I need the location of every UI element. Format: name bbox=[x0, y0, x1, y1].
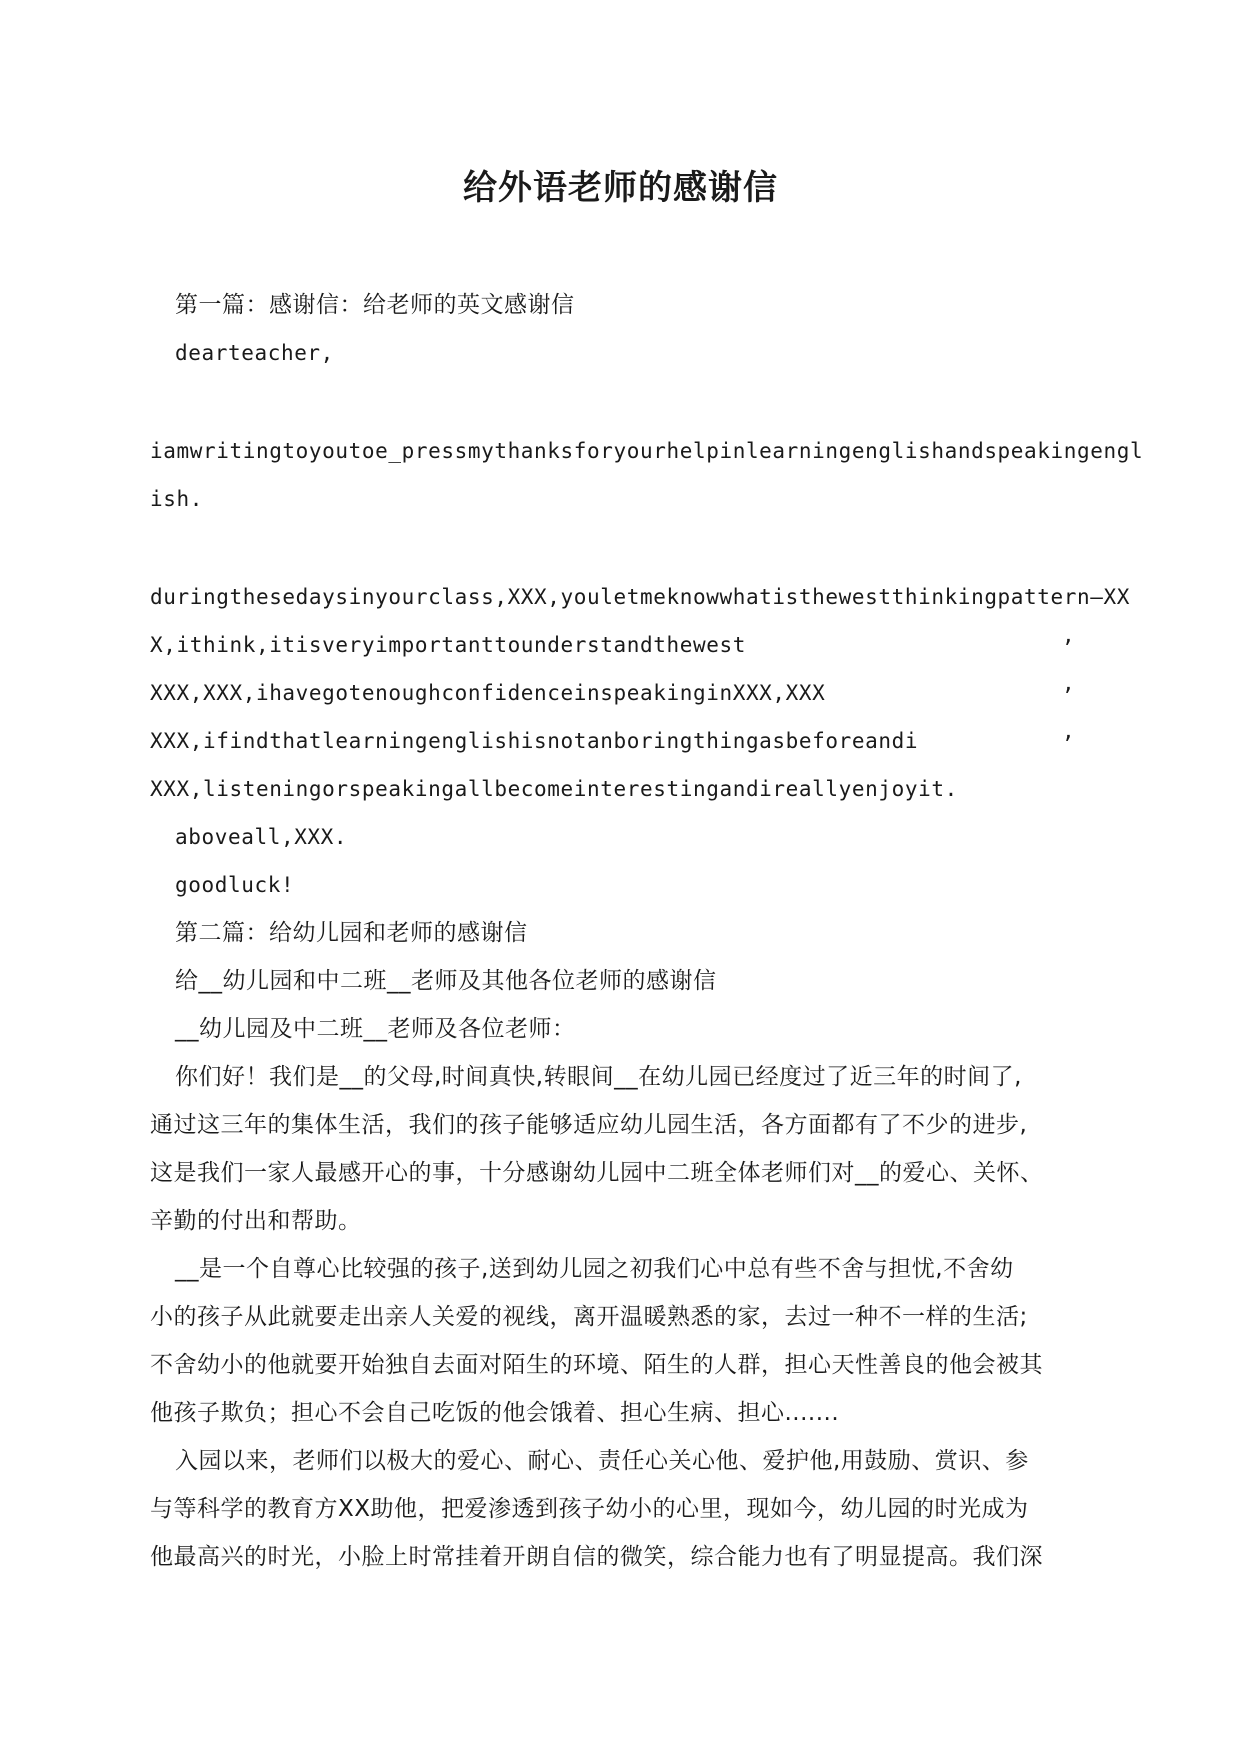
body-line: XXX,XXX,ihavegotenoughconfidenceinspeakinginXXX,XXX bbox=[150, 681, 826, 705]
body-line: 与等科学的教育方XX助他，把爱渗透到孩子幼小的心里，现如今，幼儿园的时光成为 bbox=[150, 1496, 1029, 1522]
side-mark: , bbox=[1062, 719, 1075, 743]
section-heading-2: 第二篇：给幼儿园和老师的感谢信 bbox=[175, 920, 528, 946]
closing-line: aboveall,XXX. bbox=[175, 825, 348, 849]
body-line: 你们好！我们是__的父母,时间真快,转眼间__在幼儿园已经度过了近三年的时间了, bbox=[175, 1064, 1022, 1090]
body-line: 不舍幼小的他就要开始独自去面对陌生的环境、陌生的人群，担心天性善良的他会被其 bbox=[150, 1352, 1043, 1378]
body-line: 小的孩子从此就要走出亲人关爱的视线，离开温暖熟悉的家，去过一种不一样的生活; bbox=[150, 1304, 1028, 1330]
body-line: 他孩子欺负；担心不会自己吃饭的他会饿着、担心生病、担心....... bbox=[150, 1400, 840, 1426]
side-mark: , bbox=[1062, 671, 1075, 695]
body-line: 这是我们一家人最感开心的事，十分感谢幼儿园中二班全体老师们对__的爱心、关怀、 bbox=[150, 1160, 1044, 1186]
body-line: 辛勤的付出和帮助。 bbox=[150, 1208, 362, 1234]
body-line: 通过这三年的集体生活，我们的孩子能够适应幼儿园生活，各方面都有了不少的进步, bbox=[150, 1112, 1028, 1138]
body-line: X,ithink,itisveryimportanttounderstandthewest bbox=[150, 633, 746, 657]
body-line: duringthesedaysinyourclass,XXX,youletmeknowwhatisthewestthinkingpattern—XX bbox=[150, 585, 1130, 609]
closing-line: goodluck! bbox=[175, 873, 295, 897]
body-line: 他最高兴的时光，小脸上时常挂着开朗自信的微笑，综合能力也有了明显提高。我们深 bbox=[150, 1544, 1043, 1570]
body-line: XXX,listeningorspeakingallbecomeinterestingandireallyenjoyit. bbox=[150, 777, 958, 801]
section-heading-1: 第一篇：感谢信：给老师的英文感谢信 bbox=[175, 292, 575, 318]
document-title: 给外语老师的感谢信 bbox=[463, 168, 778, 208]
side-mark: , bbox=[1062, 623, 1075, 647]
letter-title: 给__幼儿园和中二班__老师及其他各位老师的感谢信 bbox=[175, 968, 717, 994]
letter-salutation: __幼儿园及中二班__老师及各位老师： bbox=[175, 1016, 576, 1042]
body-line: 入园以来，老师们以极大的爱心、耐心、责任心关心他、爱护他,用鼓励、赏识、参 bbox=[175, 1448, 1029, 1474]
body-line: XXX,ifindthatlearningenglishisnotanboringthingasbeforeandi bbox=[150, 729, 919, 753]
salutation: dearteacher, bbox=[175, 341, 334, 365]
body-line: iamwritingtoyoutoe_pressmythanksforyourhelpinlearningenglishandspeakingengl bbox=[150, 439, 1144, 463]
body-line: ish. bbox=[150, 487, 203, 511]
body-line: __是一个自尊心比较强的孩子,送到幼儿园之初我们心中总有些不舍与担忧,不舍幼 bbox=[175, 1256, 1014, 1282]
